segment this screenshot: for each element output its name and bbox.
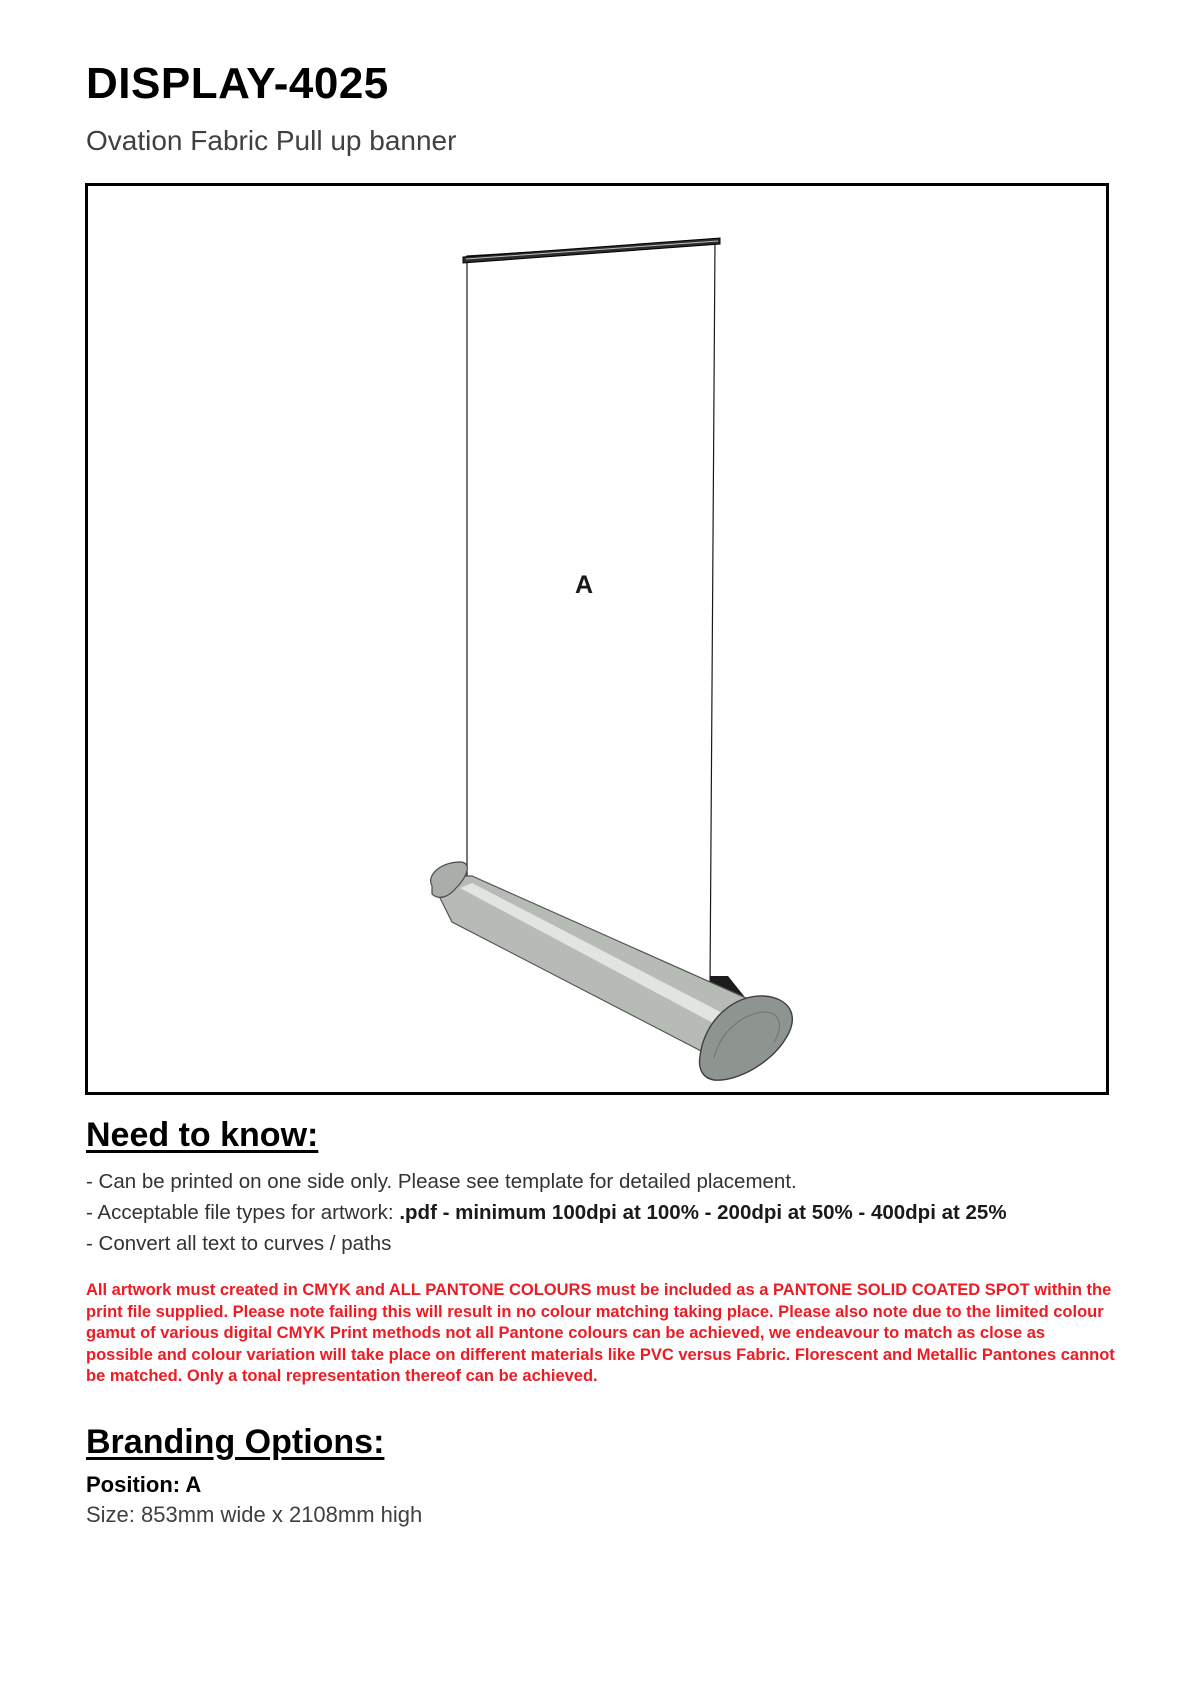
need-to-know-list [86,1166,1126,1259]
branding-size: Size: 853mm wide x 2108mm high [86,1502,423,1527]
list-item: - Can be printed on one side only. Please see template for detailed placement. [86,1170,797,1193]
product-illustration-frame [85,183,1109,1095]
page-title: DISPLAY-4025 [86,59,389,108]
list-item: - Convert all text to curves / paths [86,1232,392,1255]
branding-options-heading: Branding Options: [86,1423,385,1461]
pull-up-banner-illustration [88,186,1106,1092]
position-marker: A [575,571,594,599]
colour-notice: All artwork must created in CMYK and ALL PANTONE COLOURS must be included as a PANTONE SOLID COATED SPOT within the print file supplied. Please note failing this will result in no colour matching taking place. Please also note due to the limited colour gamut of various digital CMYK Print methods not all Pantone colours can be achieved, we endeavour to match as close as possible and colour variation will take place on different materials like PVC versus Fabric. Florescent and Metallic Pantones cannot be matched. Only a tonal representation thereof can be achieved. [86,1281,1115,1385]
list-item: - Acceptable file types for artwork: .pdf - minimum 100dpi at 100% - 200dpi at 50% - 400dpi at 25% [86,1201,1007,1224]
file-type-requirements: .pdf - minimum 100dpi at 100% - 200dpi at 50% - 400dpi at 25% [399,1201,1007,1224]
need-to-know-heading: Need to know: [86,1116,319,1154]
branding-position: Position: A [86,1472,202,1497]
banner-graphic-area [467,241,715,986]
product-subtitle: Ovation Fabric Pull up banner [86,125,457,156]
